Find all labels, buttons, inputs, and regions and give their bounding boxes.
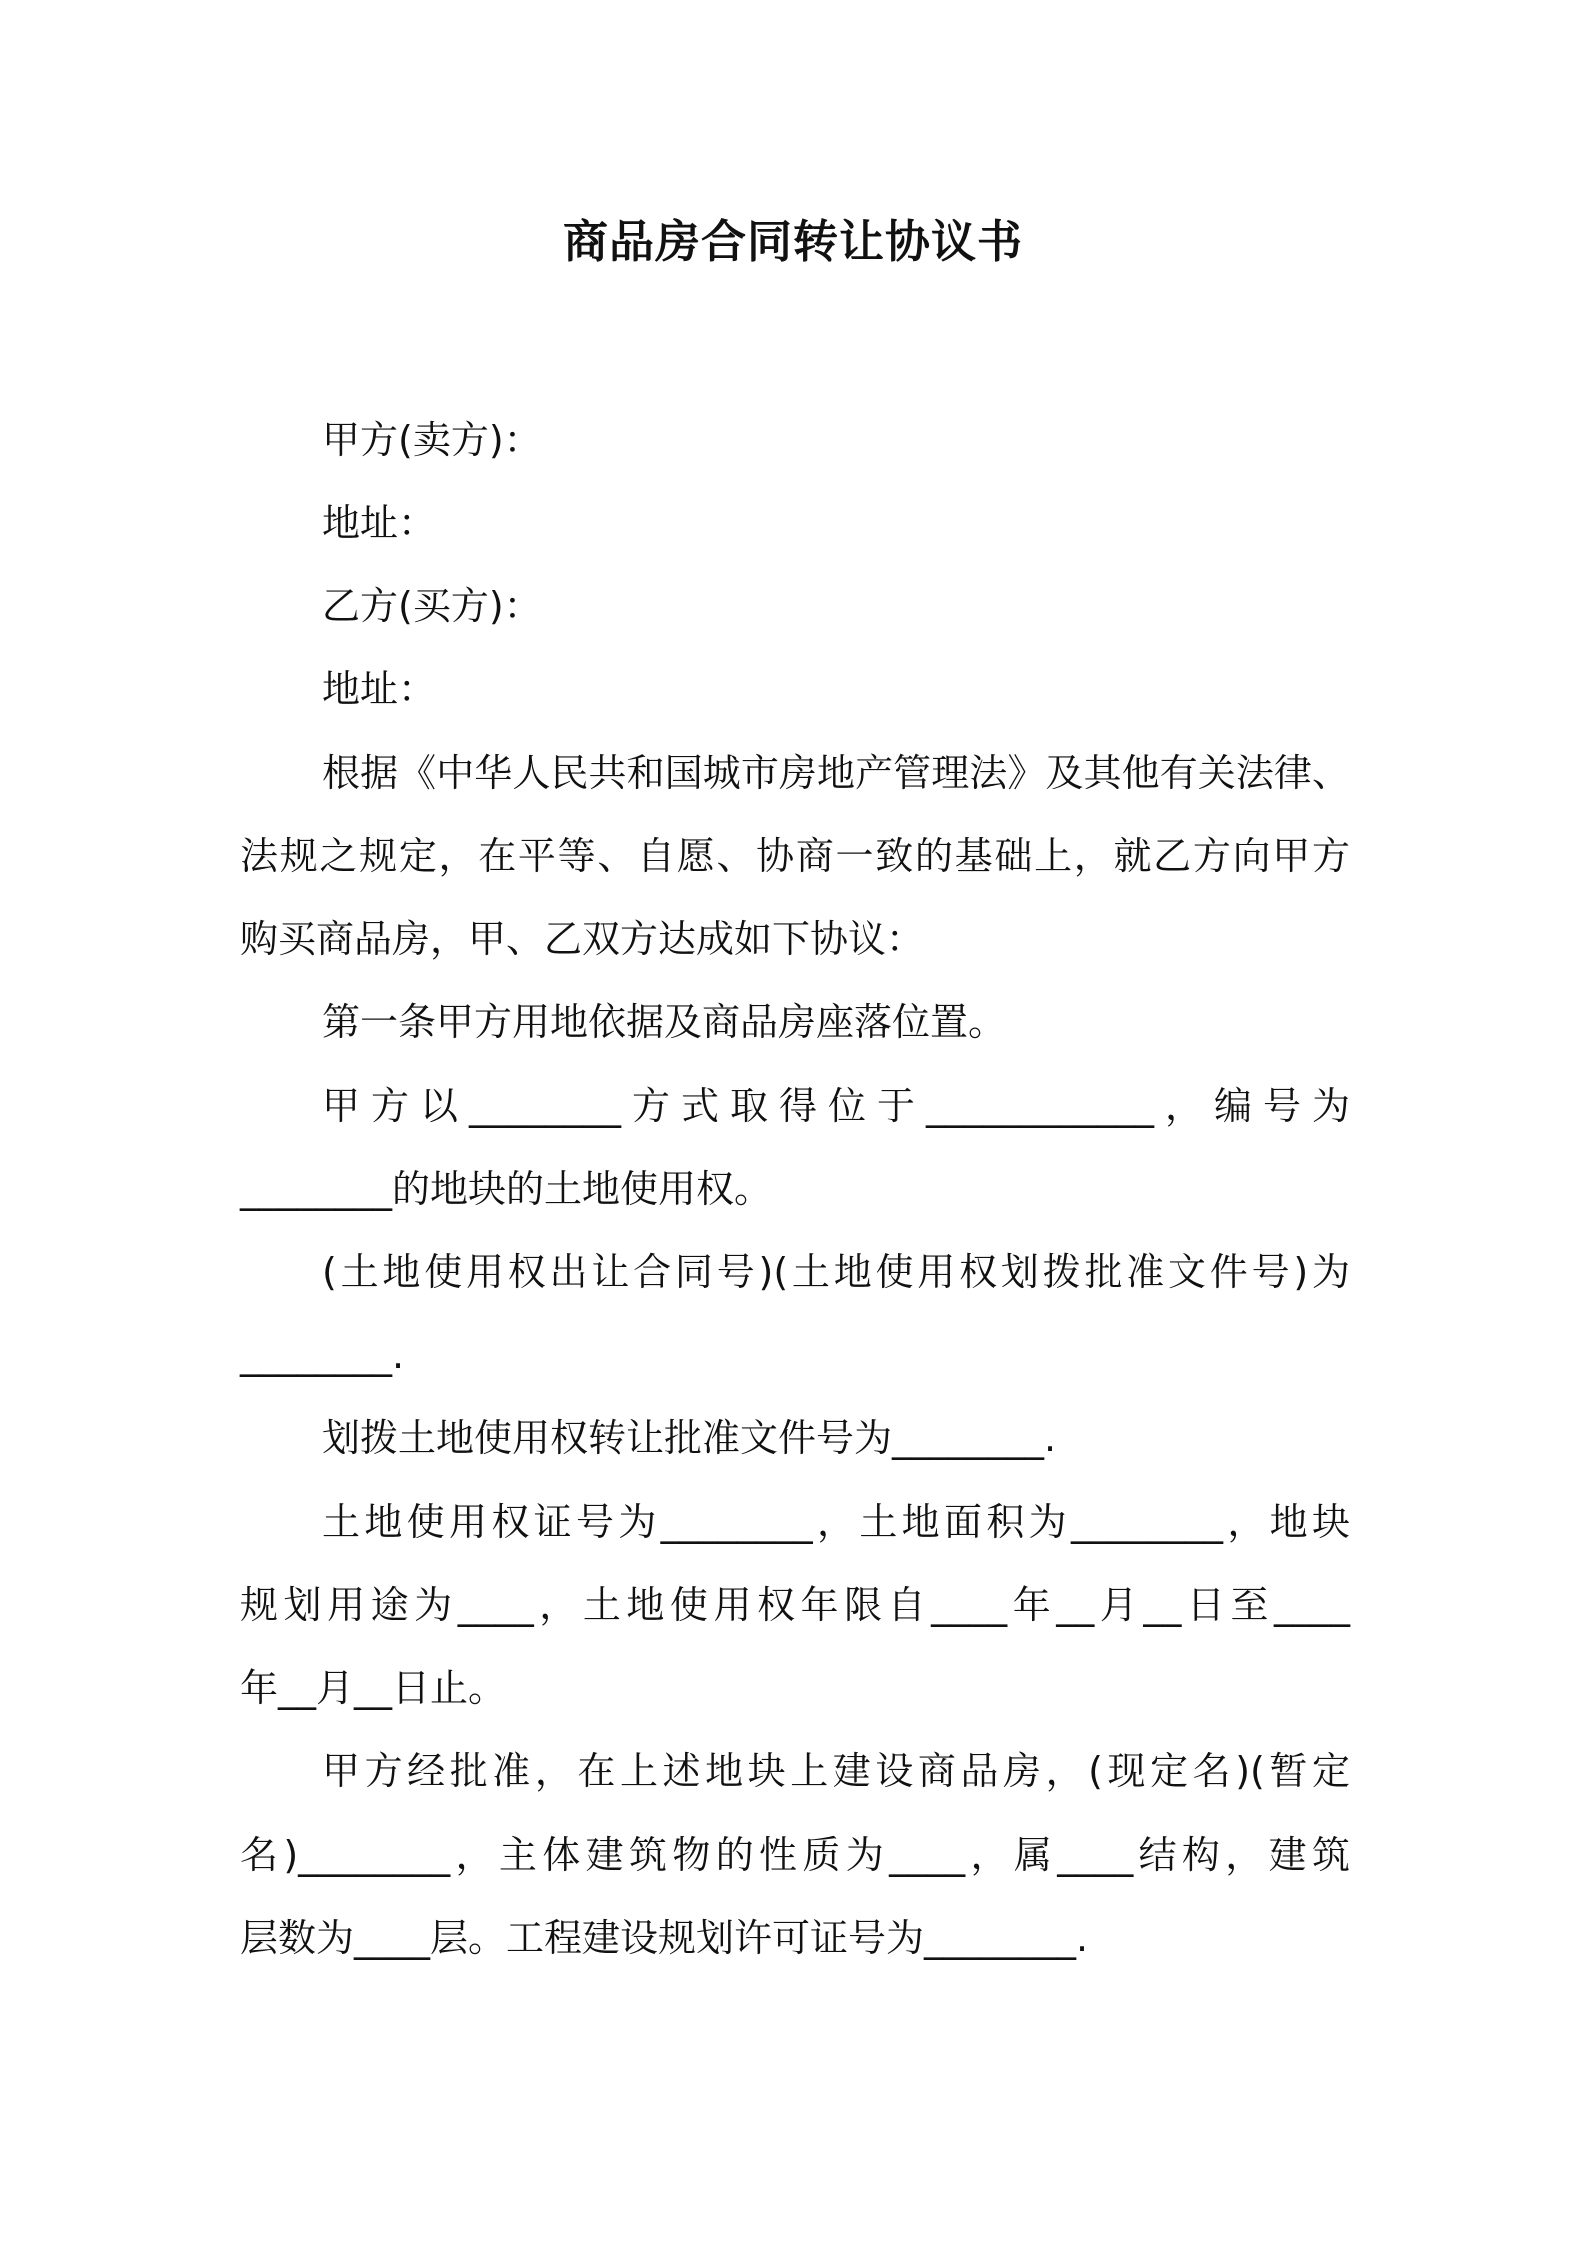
- construction-line-2: 名)________，主体建筑物的性质为____，属____结构，建筑: [240, 1833, 1350, 1877]
- preamble-line-2: 法规之规定，在平等、自愿、协商一致的基础上，就乙方向甲方: [240, 834, 1350, 878]
- article-1-line-2: ________的地块的土地使用权。: [240, 1167, 773, 1211]
- land-certificate-line-1: 土地使用权证号为________，土地面积为________，地块: [322, 1500, 1350, 1544]
- party-a-address-label: 地址：: [322, 501, 437, 545]
- contract-number-line-2: ________.: [240, 1333, 405, 1377]
- transfer-approval-line: 划拨土地使用权转让批准文件号为________.: [322, 1416, 1057, 1460]
- article-1-line-1: 甲方以________方式取得位于____________，编号为: [322, 1084, 1350, 1128]
- document-title: 商品房合同转让协议书: [562, 215, 1023, 268]
- party-b-label: 乙方(买方)：: [322, 584, 542, 628]
- preamble-line-3: 购买商品房，甲、乙双方达成如下协议：: [240, 917, 925, 961]
- land-certificate-line-2: 规划用途为____，土地使用权年限自____年__月__日至____: [240, 1583, 1350, 1627]
- preamble-line-1: 根据《中华人民共和国城市房地产管理法》及其他有关法律、: [322, 751, 1350, 795]
- party-a-label: 甲方(卖方)：: [322, 418, 542, 462]
- construction-line-3: 层数为____层。工程建设规划许可证号为________.: [240, 1916, 1089, 1960]
- construction-line-1: 甲方经批准，在上述地块上建设商品房，(现定名)(暂定: [322, 1749, 1350, 1793]
- party-b-address-label: 地址：: [322, 667, 437, 711]
- article-1-heading: 第一条甲方用地依据及商品房座落位置。: [322, 1000, 1007, 1044]
- contract-number-line-1: (土地使用权出让合同号)(土地使用权划拨批准文件号)为: [322, 1250, 1350, 1294]
- land-certificate-line-3: 年__月__日止。: [240, 1666, 507, 1710]
